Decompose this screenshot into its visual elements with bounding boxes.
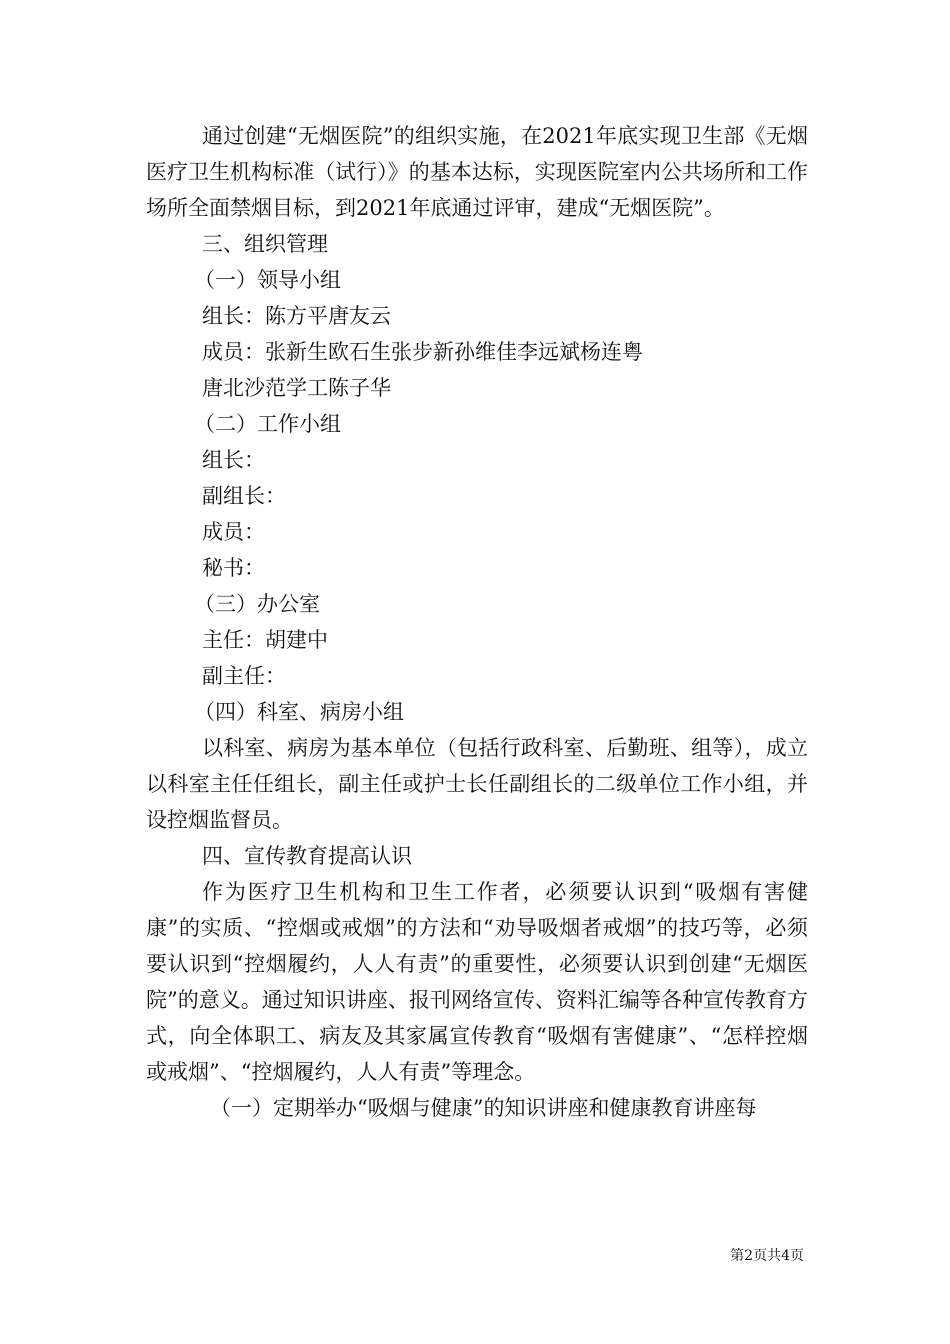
page-number: 第2页共4页 xyxy=(730,1248,804,1264)
working-group-leader: 组长： xyxy=(202,448,265,472)
paragraph-goal: 通过创建“无烟医院”的组织实施，在2021年底实现卫生部《无烟医疗卫生机构标准（试行）》的基本达标，实现医院室内公共场所和工作场所全面禁烟目标，到2021年底通过评审，建成“无烟医院”。 xyxy=(146,124,808,220)
leadership-leader: 组长：陈方平唐友云 xyxy=(202,304,391,328)
document-body xyxy=(146,118,808,1126)
paragraph-education: 作为医疗卫生机构和卫生工作者，必须要认识到“吸烟有害健康”的实质、“控烟或戒烟”的方法和“劝导吸烟者戒烟”的技巧等，必须要认识到“控烟履约，人人有责”的重要性，必须要认识到创建“无烟医院”的意义。通过知识讲座、报刊网络宣传、资料汇编等各种宣传教育方式，向全体职工、病友及其家属宣传教育“吸烟有害健康”、“怎样控烟或戒烟”、“控烟履约，人人有责”等理念。 xyxy=(146,880,808,1084)
working-group-members: 成员： xyxy=(202,520,265,544)
paragraph-lectures: （一）定期举办“吸烟与健康”的知识讲座和健康教育讲座每 xyxy=(210,1096,757,1120)
office-director: 主任：胡建中 xyxy=(202,628,328,652)
paragraph-department-groups: 以科室、病房为基本单位（包括行政科室、后勤班、组等），成立以科室主任任组长，副主任或护士长任副组长的二级单位工作小组，并设控烟监督员。 xyxy=(146,736,808,832)
leadership-members: 成员：张新生欧石生张步新孙维佳李远斌杨连粤 xyxy=(202,340,643,364)
section-heading-organization: 三、组织管理 xyxy=(202,232,328,256)
working-group-vice-leader: 副组长： xyxy=(202,484,286,508)
subsection-working-group: （二）工作小组 xyxy=(194,412,341,436)
office-vice-director: 副主任： xyxy=(202,664,286,688)
section-heading-education: 四、宣传教育提高认识 xyxy=(202,844,412,868)
leadership-members-continued: 唐北沙范学工陈子华 xyxy=(202,376,391,400)
subsection-leadership-group: （一）领导小组 xyxy=(194,268,341,292)
subsection-department-groups: （四）科室、病房小组 xyxy=(194,700,404,724)
subsection-office: （三）办公室 xyxy=(194,592,320,616)
working-group-secretary: 秘书： xyxy=(202,556,265,580)
